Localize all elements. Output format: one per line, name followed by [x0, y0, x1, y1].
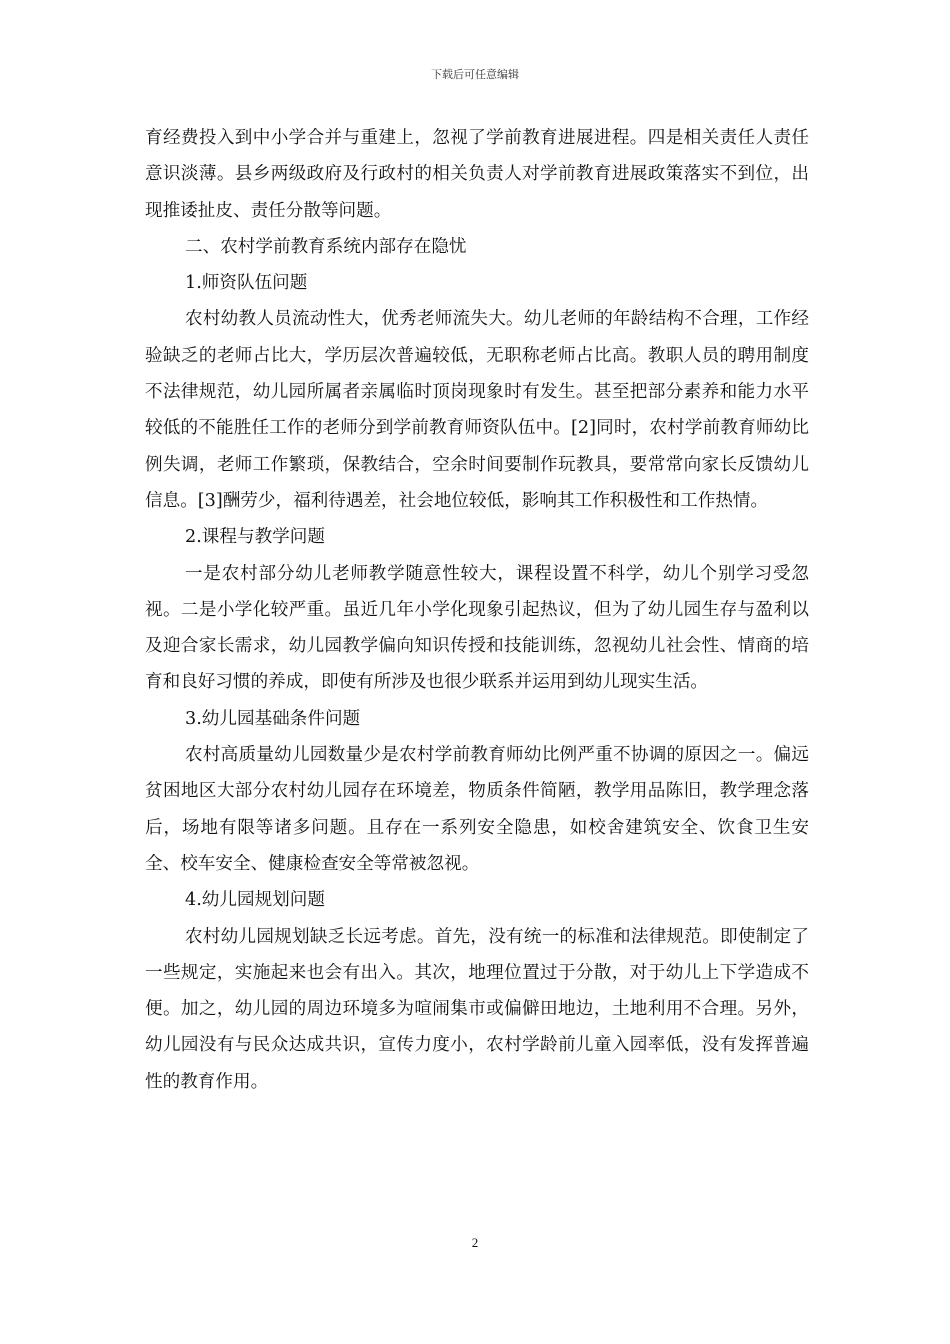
page-number: 2 [471, 1235, 479, 1250]
section-heading: 二、农村学前教育系统内部存在隐忧 [185, 236, 467, 257]
paragraph-continuation: 育经费投入到中小学合并与重建上，忽视了学前教育进展进程。四是相关责任人责任意识淡薄。县乡两级政府及行政村的相关负责人对学前教育进展政策落实不到位，出现推诿扯皮、责任分散等问题。 [145, 128, 809, 221]
paragraph: 农村高质量幼儿园数量少是农村学前教育师幼比例严重不协调的原因之一。偏远贫困地区大部分农村幼儿园存在环境差，物质条件简陋，教学用品陈旧，教学理念落后，场地有限等诸多问题。且存在一系列安全隐患，如校舍建筑安全、饮食卫生安全、校车安全、健康检查安全等常被忽视。 [145, 745, 809, 874]
paragraph: 一是农村部分幼儿老师教学随意性较大，课程设置不科学，幼儿个别学习受忽视。二是小学化较严重。虽近几年小学化现象引起热议，但为了幼儿园生存与盈利以及迎合家长需求，幼儿园教学偏向知识传授和技能训练，忽视幼儿社会性、情商的培育和良好习惯的养成，即使有所涉及也很少联系并运用到幼儿现实生活。 [145, 563, 809, 693]
paragraph: 农村幼儿园规划缺乏长远考虑。首先，没有统一的标准和法律规范。即使制定了一些规定，实施起来也会有出入。其次，地理位置过于分散，对于幼儿上下学造成不便。加之，幼儿园的周边环境多为喧闹集市或偏僻田地边，土地利用不合理。另外，幼儿园没有与民众达成共识，宣传力度小，农村学龄前儿童入园率低，没有发挥普遍性的教育作用。 [145, 926, 809, 1092]
subsection-heading: 3.幼儿园基础条件问题 [185, 708, 361, 729]
paragraph: 农村幼教人员流动性大，优秀老师流失大。幼儿老师的年龄结构不合理，工作经验缺乏的老师占比大，学历层次普遍较低，无职称老师占比高。教职人员的聘用制度不法律规范，幼儿园所属者亲属临时顶岗现象时有发生。甚至把部分素养和能力水平较低的不能胜任工作的老师分到学前教育师资队伍中。[2]同时，农村学前教育师幼比例失调，老师工作繁琐，保教结合，空余时间要制作玩教具，要常常向家长反馈幼儿信息。[3]酬劳少，福利待遇差，社会地位较低，影响其工作积极性和工作热情。 [145, 309, 809, 511]
document-body [145, 120, 809, 1100]
subsection-heading: 2.课程与教学问题 [185, 527, 325, 548]
page-header: 下载后可任意编辑 [431, 68, 519, 81]
subsection-heading: 4.幼儿园规划问题 [185, 890, 325, 911]
subsection-heading: 1.师资队伍问题 [185, 273, 308, 294]
